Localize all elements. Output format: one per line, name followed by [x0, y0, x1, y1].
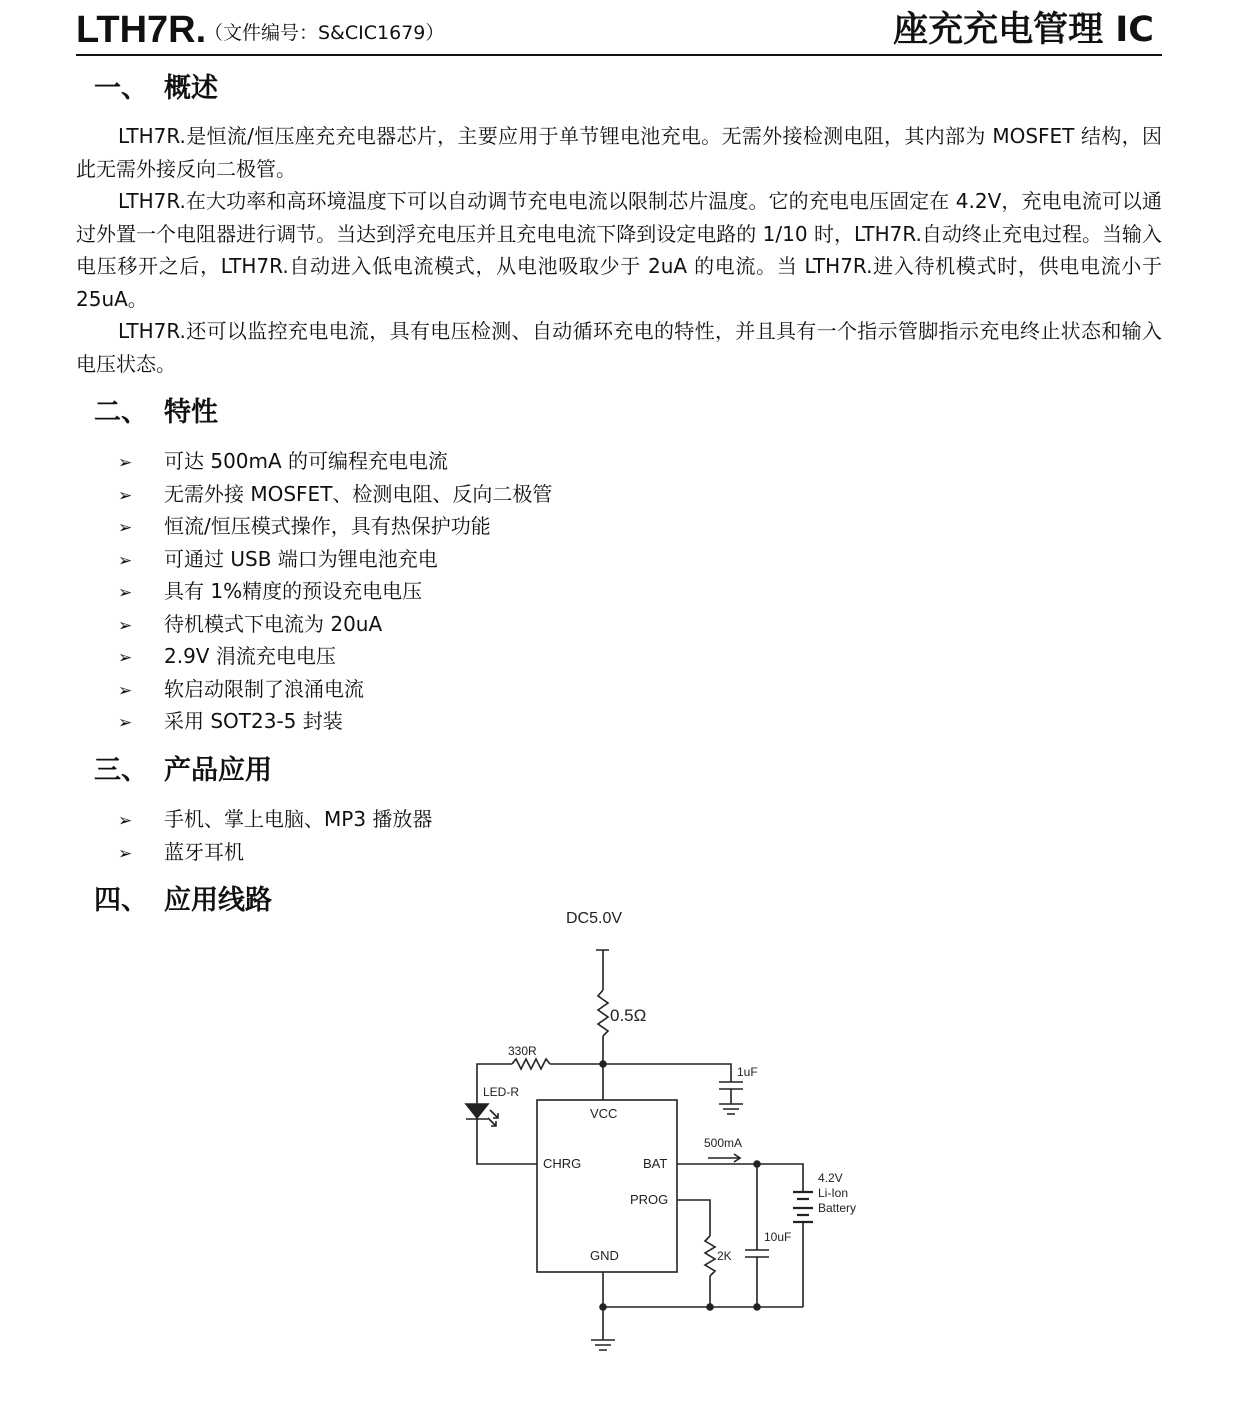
list-item-text: 恒流/恒压模式操作，具有热保护功能: [164, 514, 491, 538]
sense-resistor-label: 0.5Ω: [610, 1006, 647, 1025]
section-title-text: 特性: [164, 397, 218, 428]
list-item: [118, 445, 552, 478]
junction-dot: [754, 1304, 760, 1310]
led-resistor-label: 330R: [508, 1044, 537, 1058]
pin-chrg-label: CHRG: [543, 1156, 582, 1171]
application-circuit-diagram: [440, 900, 900, 1370]
section-number: 一、: [94, 73, 148, 104]
arrow-bullet-icon: ➢: [118, 485, 133, 506]
features-list: [118, 445, 552, 738]
list-item-text: 可通过 USB 端口为锂电池充电: [164, 546, 438, 571]
junction-dot: [600, 1304, 606, 1310]
section-title-text: 产品应用: [164, 755, 272, 786]
led-resistor-symbol: [512, 1059, 550, 1069]
led-label: LED-R: [483, 1085, 520, 1099]
section-title-features: [94, 396, 218, 430]
chrg-wire: [477, 1119, 537, 1164]
list-item: [118, 575, 552, 608]
list-item-text: 手机、掌上电脑、MP3 播放器: [164, 807, 433, 831]
section-number: 四、: [94, 885, 148, 916]
arrow-bullet-icon: ➢: [118, 583, 133, 603]
list-item: [118, 640, 552, 673]
list-item-text: 无需外接 MOSFET、检测电阻、反向二极管: [164, 481, 553, 506]
overview-paragraph: LTH7R.还可以监控充电电流，具有电压检测、自动循环充电的特性，并且具有一个指示管脚指示充电终止状态和输入电压状态。: [76, 319, 1162, 376]
list-item-text: 待机模式下电流为 20uA: [164, 611, 383, 636]
list-item: [118, 803, 432, 836]
arrow-bullet-icon: ➢: [118, 550, 133, 571]
current-arrow-icon: [708, 1154, 740, 1162]
arrow-bullet-icon: ➢: [118, 680, 133, 701]
output-cap-label: 10uF: [764, 1230, 792, 1244]
list-item: [118, 705, 552, 738]
arrow-bullet-icon: ➢: [118, 648, 133, 668]
section-title-text: 概述: [164, 73, 218, 104]
list-item-text: 2.9V 涓流充电电压: [164, 644, 336, 668]
output-capacitor-symbol: [745, 1250, 769, 1257]
arrow-bullet-icon: ➢: [118, 843, 133, 864]
arrow-bullet-icon: ➢: [118, 811, 133, 831]
section-number: 三、: [94, 755, 148, 786]
arrow-bullet-icon: ➢: [118, 615, 133, 636]
prog-resistor-label: 2K: [717, 1249, 732, 1263]
page-header: [76, 8, 1162, 56]
list-item: [118, 543, 552, 576]
list-item: [118, 673, 552, 706]
battery-label: Battery: [818, 1201, 857, 1215]
prog-wire: [677, 1200, 710, 1236]
battery-voltage-label: 4.2V: [818, 1171, 843, 1185]
list-item-text: 具有 1%精度的预设充电电压: [164, 579, 423, 603]
section-title-applications: [94, 754, 272, 788]
input-cap-label: 1uF: [737, 1065, 758, 1079]
arrow-bullet-icon: ➢: [118, 713, 133, 733]
pin-gnd-label: GND: [590, 1248, 619, 1263]
prog-resistor-symbol: [705, 1236, 715, 1276]
section-title-overview: [94, 72, 218, 106]
section-title-text: 应用线路: [164, 885, 272, 916]
battery-type-label: Li-Ion: [818, 1186, 849, 1200]
input-cap-wire: [603, 1064, 731, 1082]
ground-symbol: [591, 1340, 615, 1350]
battery-symbol: [793, 1192, 813, 1222]
applications-list: [118, 803, 432, 868]
led-diode-symbol: [466, 1104, 488, 1119]
list-item-text: 采用 SOT23-5 封装: [164, 709, 343, 733]
pin-bat-label: BAT: [643, 1156, 668, 1171]
pin-prog-label: PROG: [630, 1192, 669, 1207]
list-item: [118, 510, 552, 543]
arrow-bullet-icon: ➢: [118, 518, 133, 538]
overview-text: [76, 120, 1162, 380]
ic-body: [537, 1100, 677, 1272]
overview-paragraph: LTH7R.在大功率和高环境温度下可以自动调节充电电流以限制芯片温度。它的充电电压固定在 4.2V，充电电流可以通过外置一个电阻器进行调节。当达到浮充电压并且充电电流下降到设定电路的 1/10 时，LTH7R.自动终止充电过程。当输入电压移开之后，LTH7R.自动进入低电流模式，从电池吸取少于 2uA 的电流。当 LTH7R.进入待机模式时，供电电流小于 25uA。: [76, 189, 1162, 311]
list-item-text: 可达 500mA 的可编程充电电流: [164, 449, 449, 473]
arrow-bullet-icon: ➢: [118, 453, 133, 473]
product-type-title: 座充充电管理 IC: [893, 10, 1154, 50]
model-name: LTH7R.: [76, 9, 207, 51]
charge-current-label: 500mA: [704, 1136, 743, 1150]
list-item: [118, 478, 552, 511]
ground-symbol: [719, 1089, 743, 1114]
supply-wire: [596, 950, 609, 990]
list-item-text: 软启动限制了浪涌电流: [164, 676, 364, 701]
section-title-circuit: [94, 884, 272, 918]
list-item: [118, 608, 552, 641]
pin-vcc-label: VCC: [590, 1106, 618, 1121]
list-item: [118, 836, 432, 869]
document-number: （文件编号：S&CIC1679）: [204, 22, 445, 44]
sense-resistor-symbol: [598, 990, 608, 1036]
junction-dot: [707, 1304, 713, 1310]
section-number: 二、: [94, 397, 148, 428]
gnd-wire: [603, 1272, 803, 1340]
overview-paragraph: LTH7R.是恒流/恒压座充充电器芯片，主要应用于单节锂电池充电。无需外接检测电阻，其内部为 MOSFET 结构，因此无需外接反向二极管。: [76, 124, 1162, 181]
led-emission-arrows: [488, 1110, 498, 1126]
supply-label: DC5.0V: [566, 910, 623, 927]
list-item-text: 蓝牙耳机: [164, 839, 244, 864]
input-capacitor-symbol: [719, 1082, 743, 1089]
